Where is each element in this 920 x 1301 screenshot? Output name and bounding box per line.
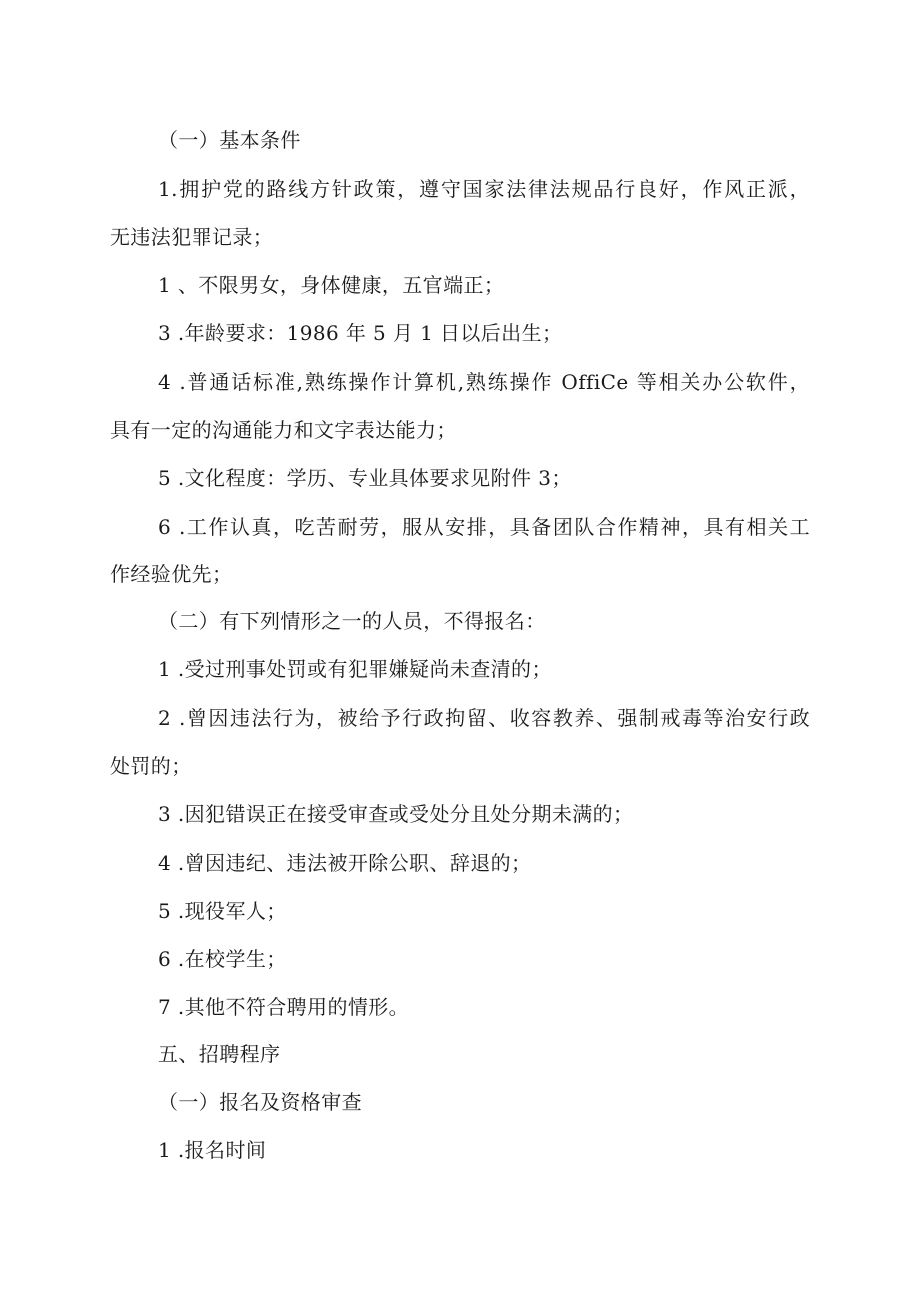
subheading-basic-conditions: （一）基本条件 [158,128,301,152]
paragraph-line: 1 .受过刑事处罚或有犯罪嫌疑尚未查清的； [158,657,552,681]
paragraph-line: 1 、不限男女，身体健康，五官端正； [158,273,505,297]
paragraph-line: 处罚的； [110,754,192,778]
paragraph-line: 5 .文化程度：学历、专业具体要求见附件 3； [158,466,572,490]
paragraph-line: 2 .曾因违法行为，被给予行政拘留、收容教养、强制戒毒等治安行政 [158,706,810,730]
paragraph-line: 4 .曾因违纪、违法被开除公职、辞退的； [158,851,532,875]
paragraph-line: 1.拥护党的路线方针政策，遵守国家法律法规品行良好，作风正派， [158,177,810,201]
paragraph-line: 3 .年龄要求：1986 年 5 月 1 日以后出生； [158,321,563,345]
paragraph-line: 6 .工作认真，吃苦耐劳，服从安排，具备团队合作精神，具有相关工 [158,515,810,539]
paragraph-line: 4 .普通话标准,熟练操作计算机,熟练操作 OffiCe 等相关办公软件， [158,370,810,394]
paragraph-line: 5 .现役军人； [158,899,287,923]
paragraph-line: 无违法犯罪记录； [110,225,274,249]
paragraph-line: 1 .报名时间 [158,1138,267,1162]
paragraph-line: 6 .在校学生； [158,947,287,971]
subheading-disqualifications: （二）有下列情形之一的人员，不得报名： [158,609,546,633]
subheading-registration: （一）报名及资格审查 [158,1090,362,1114]
paragraph-line: 作经验优先； [110,562,233,586]
section-heading-recruitment-procedure: 五、招聘程序 [158,1042,281,1066]
paragraph-line: 3 .因犯错误正在接受审查或受处分且处分期未满的； [158,802,634,826]
paragraph-line: 具有一定的沟通能力和文字表达能力； [110,418,457,442]
paragraph-line: 7 .其他不符合聘用的情形。 [158,995,410,1019]
